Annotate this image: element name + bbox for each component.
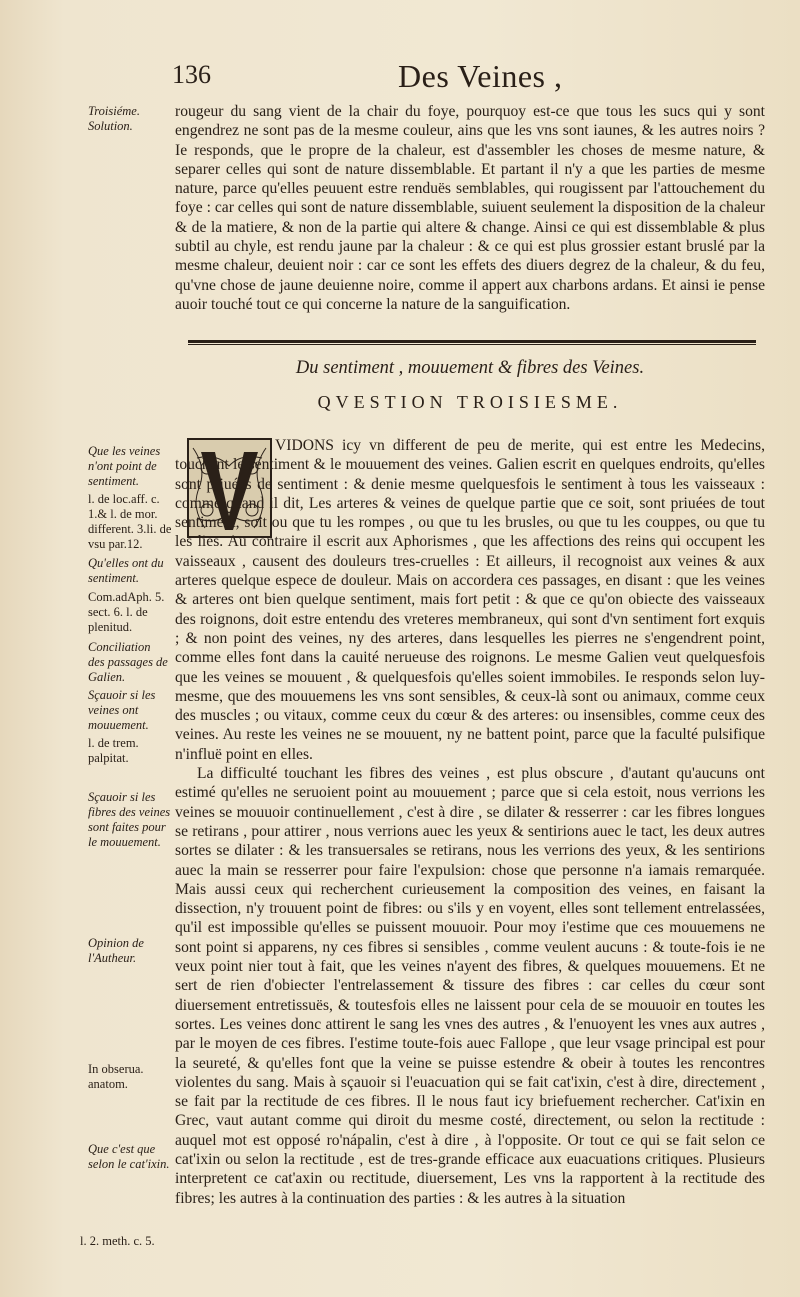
page-header <box>0 58 800 98</box>
margin-note: Conciliation des passages de Galien. <box>88 640 168 684</box>
margin-note: Que les veines n'ont point de sentiment. <box>88 444 161 488</box>
section-rule-thin <box>188 344 756 345</box>
page-number: 136 <box>172 60 211 89</box>
paragraph-1: VIDONS icy vn different de peu de merite, qui est entre les Medecins, touchant le sentiment & le mouuement des veines. Galien escrit en quelques endroits, qu'elles sont priuées de sentiment : & denie mesme quelquesfois le sentiment à tous les vaisseaux : comme quand il dit, Les arteres & veines de quelque partie que ce soit, sont priuées de tout sentiment, soit ou que tu les rompes , ou que tu les brusles, ou que tu les couppes, ou que tu les lies. Au contraire il escrit aux Aphorismes , que les affections des reins qui occupent les vaisseaux , causent des douleurs tres-cruelles : Et ailleurs, il recognoist aux veines & aux arteres quelque espece de douleur. Mais on accordera ces passages, en disant : que les veines & arteres ont bien quelque sentiment, mais fort petit : & que ce qu'on obiecte des vaisseaux des roignons, doit estre entendu des vreteres membraneux, qui sont d'vn sentiment fort exquis ; & non point des veines, ny des arteres, dans lesquelles les pierres ne s'engendrent point, comme elles font dans la cauité nerueuse des roignons. Le mesme Galien veut quelquesfois que les veines se mouuent , & quelquesfois qu'elles soient immobiles. Ie responds selon luy-mesme, que des mouuemens les vns sont sensibles, & ceux-là sont ou animaux, comme ceux des muscles ; ou vitaux, comme ceux du cœur & des arteres: ou insensibles, comme ceux des veines. Au reste les veines ne se mouuent, ny ne battent point, parce que la faculté pulsifique n'influë point en elles. <box>175 437 765 763</box>
margin-note: Sçauoir si les veines ont mouuement. <box>88 688 156 732</box>
running-title: Des Veines , <box>398 58 563 94</box>
question-title: QVESTION TROISIESME. <box>317 392 623 412</box>
body-text-top <box>175 102 765 314</box>
margin-note: l. de loc.aff. c. 1.& l. de mor. different. 3.li. de vsu par.12. <box>88 492 172 551</box>
margin-note: Opinion de l'Autheur. <box>88 936 144 965</box>
section-title: Du sentiment , mouuement & fibres des Veines. <box>295 358 645 378</box>
margin-note: Com.adAph. 5. sect. 6. l. de plenitud. <box>88 590 165 634</box>
paragraph-continuation: rougeur du sang vient de la chair du foye, pourquoy est-ce que tous les sucs qui y sont engendrez ne sont pas de la mesme couleur, ains que les vns sont iaunes, & les autres noirs ? Ie responds, que le propre de la chaleur, est d'assembler les choses de mesme nature, & separer celles qui sont de nature dissemblable. Et partant il n'y a que les parties de mesme nature, parce qu'elles peuuent estre renduës semblables, qui rougissent par l'attouchement du foye : car celles qui sont de nature dissemblable, suiuent seulement la disposition de la chaleur & de la matiere, & non de la partie qui altere & change. Ainsi ce qui est dissemblable & plus subtil au chyle, est rendu jaune par la chaleur : & ce qui est plus grossier estant bruslé par la mesme chaleur, deuient noir : car ce sont les effets des diuers degrez de la chaleur, & du feu, qu'vne chose de jaune deuienne noire, comme il appert aux charbons ardans. Et ainsi ie pense auoir touché tout ce qui concerne la nature de la sanguification. <box>175 103 765 313</box>
margin-note: Sçauoir si les fibres des veines sont faites pour le mouuement. <box>88 790 171 849</box>
paragraph-2: La difficulté touchant les fibres des veines , est plus obscure , d'autant qu'aucuns ont estimé qu'elles ne seruoient point au mouuement ; parce que si cela estoit, nous verrions les veines se mouuoir continuellement , c'est à dire , se dilater & resserrer : car les fibres longues se retirans , pour attirer , nous verrions auec les yeux & sentirions auec le tact, les deux autres sortes se dilater : & les transuersales se retirans, nous les verrions des yeux, & les sentirions auec la main se resserrer pour faire l'expulsion: chose que personne n'a iamais remarquée. Mais aussi ceux qui recherchent curieusement la composition des veines, en faisant la dissection, n'y trouuent point de fibres: ou s'ils y en voyent, elles sont tellement entrelassées, qu'il est impossible qu'elles se puissent mouuoir. Pour moy i'estime que ces mouuemens ne sont point si apparens, ny ces fibres si sensibles , comme veulent aucuns : & toute-fois ie ne veux point nier tout à fait, que les veines n'ayent des fibres, & quelques mouuemens. Et ne sert de rien d'obiecter l'entrelassement & tissure des fibres : car celles du cœur sont diuersement entretissuës, & toutesfois elles ne laissent pour cela de se mouuoir en toutes les sortes. Les veines donc attirent le sang les vnes des autres , & l'enuoyent les vnes aux autres , par le moyen de ces fibres. I'estime toute-fois auec Fallope , que leur vsage principal est pour la seureté, & qu'elles font que la veine se puisse estendre & obeir à toutes les rencontres violentes du sang. Mais à sçauoir si l'euacuation qui se fait cat'ixin, c'est à dire, directement , se fait par la rectitude de ces fibres. Il le nous faut icy briefuement rechercher. Cat'ixin en Grec, vaut autant comme qui diroit du mesme costé, directement, ou selon la rectitude : auquel mot est opposé ro'nápalin, c'est à dire , à l'opposite. Or tout ce qui se fait selon ce cat'ixin ou selon la rectitude , est de tres-grande efficace aux euacuations critiques. Plusieurs interpretent ce cat'axin ou rectitude, diuersement, Les vns la rapportent à la rectitude des fibres; les autres à la continuation des parties : & les autres à la situation <box>175 765 765 1207</box>
section-rule <box>188 340 756 343</box>
margin-note: Que c'est que selon le cat'ixin. <box>88 1142 170 1171</box>
margin-note: Qu'elles ont du sentiment. <box>88 556 164 585</box>
margin-note: In obserua. anatom. <box>88 1062 144 1091</box>
margin-note: l. de trem. palpitat. <box>88 736 139 765</box>
margin-note: l. 2. meth. c. 5. <box>80 1234 155 1248</box>
body-text-main <box>175 436 765 1208</box>
margin-note: Troisiéme. Solution. <box>88 104 140 133</box>
